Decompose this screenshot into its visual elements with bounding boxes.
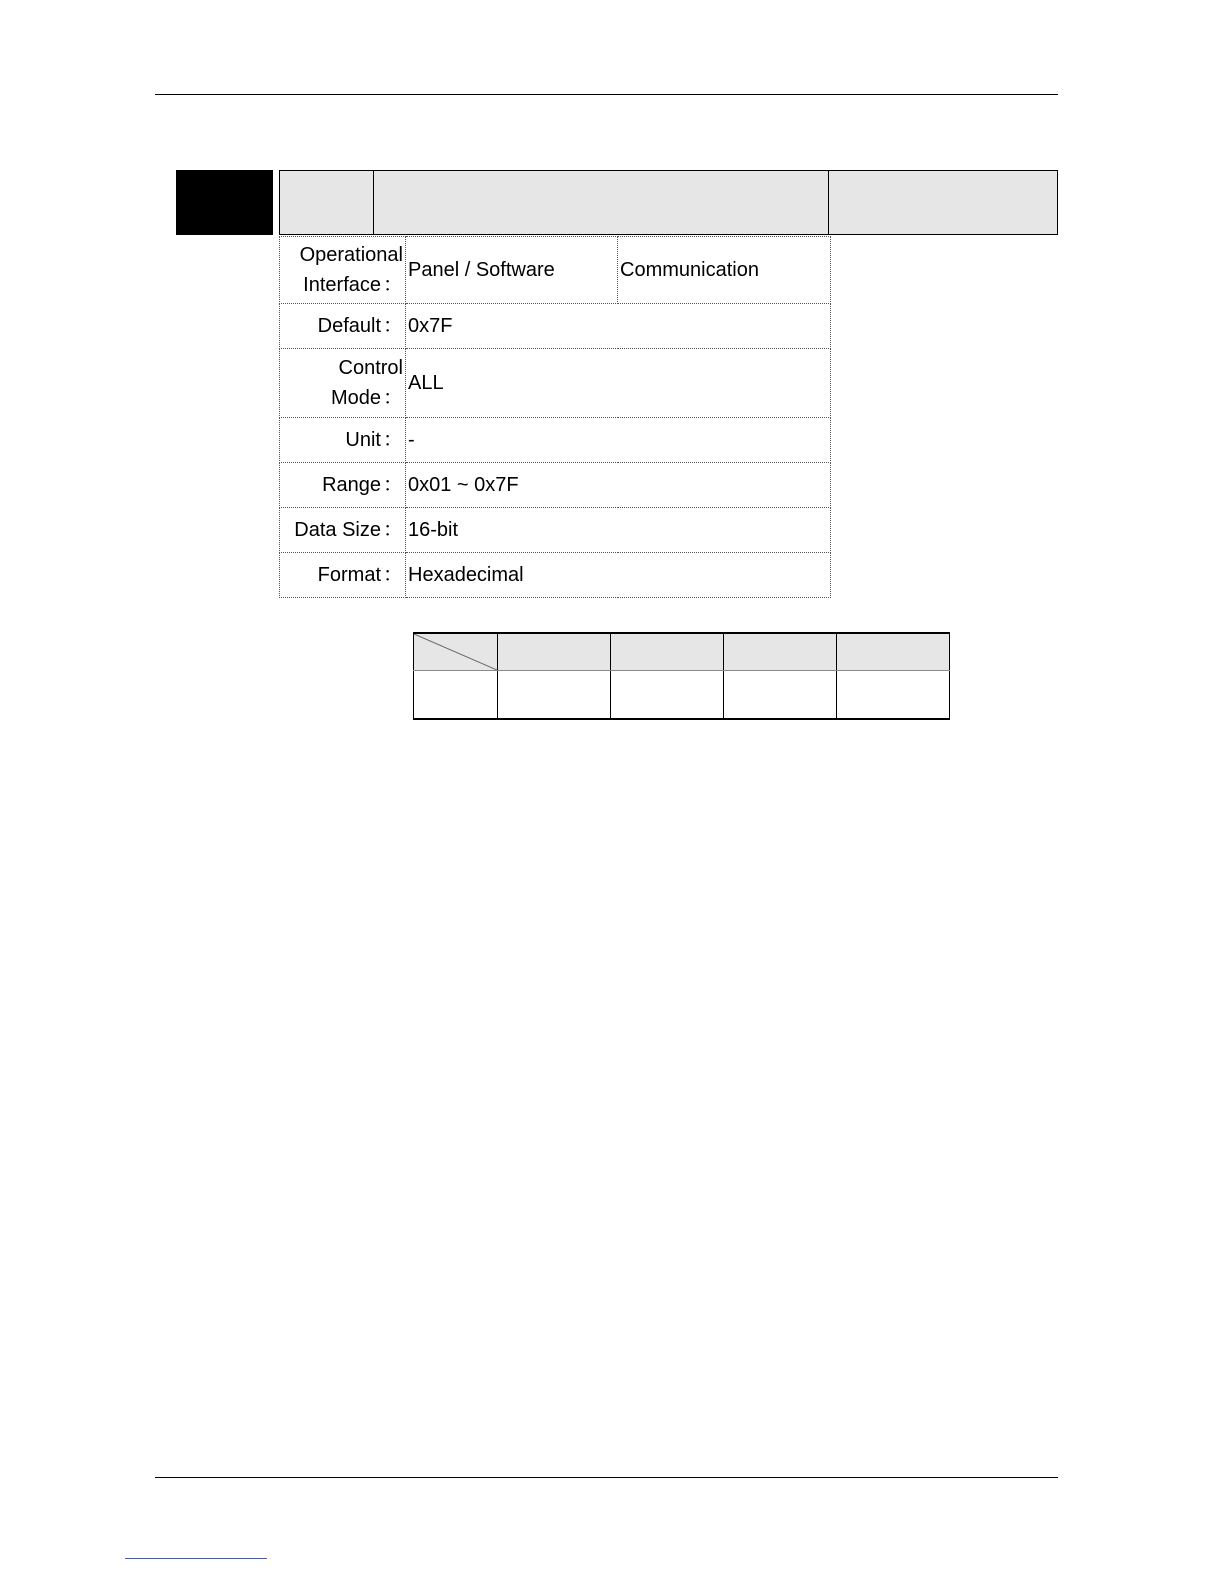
- parameter-header: [279, 170, 1058, 235]
- footer-link-underline[interactable]: [125, 1558, 267, 1559]
- operational-interface-panel-software: Panel / Software: [406, 237, 618, 304]
- bit-grid-body-row: [414, 671, 950, 720]
- format-label: Format ：: [280, 553, 406, 598]
- parameter-header-cell-name: [374, 171, 829, 234]
- row-range: [280, 463, 831, 508]
- bit-grid-body-cell: [724, 671, 837, 720]
- parameter-header-cell-address: [280, 171, 374, 234]
- row-control-mode: [280, 349, 831, 418]
- row-operational-interface: [280, 237, 831, 304]
- default-label: Default ：: [280, 304, 406, 349]
- bit-grid-body-cell: [498, 671, 611, 720]
- bit-grid-header-cell: [837, 633, 950, 671]
- header-rule: [155, 94, 1058, 95]
- control-mode-value: ALL: [406, 349, 831, 418]
- parameter-attribute-table: [279, 236, 831, 598]
- bit-grid-header-cell: [724, 633, 837, 671]
- bit-grid-row-label-cell: [414, 671, 498, 720]
- bit-grid-header-row: [414, 633, 950, 671]
- footer-rule: [155, 1477, 1058, 1478]
- row-unit: [280, 418, 831, 463]
- bit-grid-corner-cell: [414, 633, 498, 671]
- unit-label: Unit ：: [280, 418, 406, 463]
- unit-value: -: [406, 418, 831, 463]
- control-mode-label: Control Mode ：: [280, 349, 406, 418]
- row-default: [280, 304, 831, 349]
- diagonal-divider: [414, 634, 497, 670]
- bit-grid-body-cell: [611, 671, 724, 720]
- bit-grid-header-cell: [611, 633, 724, 671]
- default-value: 0x7F: [406, 304, 831, 349]
- operational-interface-communication: Communication: [618, 237, 831, 304]
- range-label: Range ：: [280, 463, 406, 508]
- bit-grid-body-cell: [837, 671, 950, 720]
- parameter-header-cell-group: [829, 171, 1057, 234]
- row-format: [280, 553, 831, 598]
- data-size-value: 16-bit: [406, 508, 831, 553]
- operational-interface-label: Operational Interface ：: [280, 237, 406, 304]
- range-value: 0x01 ~ 0x7F: [406, 463, 831, 508]
- bit-grid-header-cell: [498, 633, 611, 671]
- row-data-size: [280, 508, 831, 553]
- format-value: Hexadecimal: [406, 553, 831, 598]
- bit-grid-table: [413, 632, 950, 720]
- parameter-id-block: [176, 170, 273, 235]
- data-size-label: Data Size ：: [280, 508, 406, 553]
